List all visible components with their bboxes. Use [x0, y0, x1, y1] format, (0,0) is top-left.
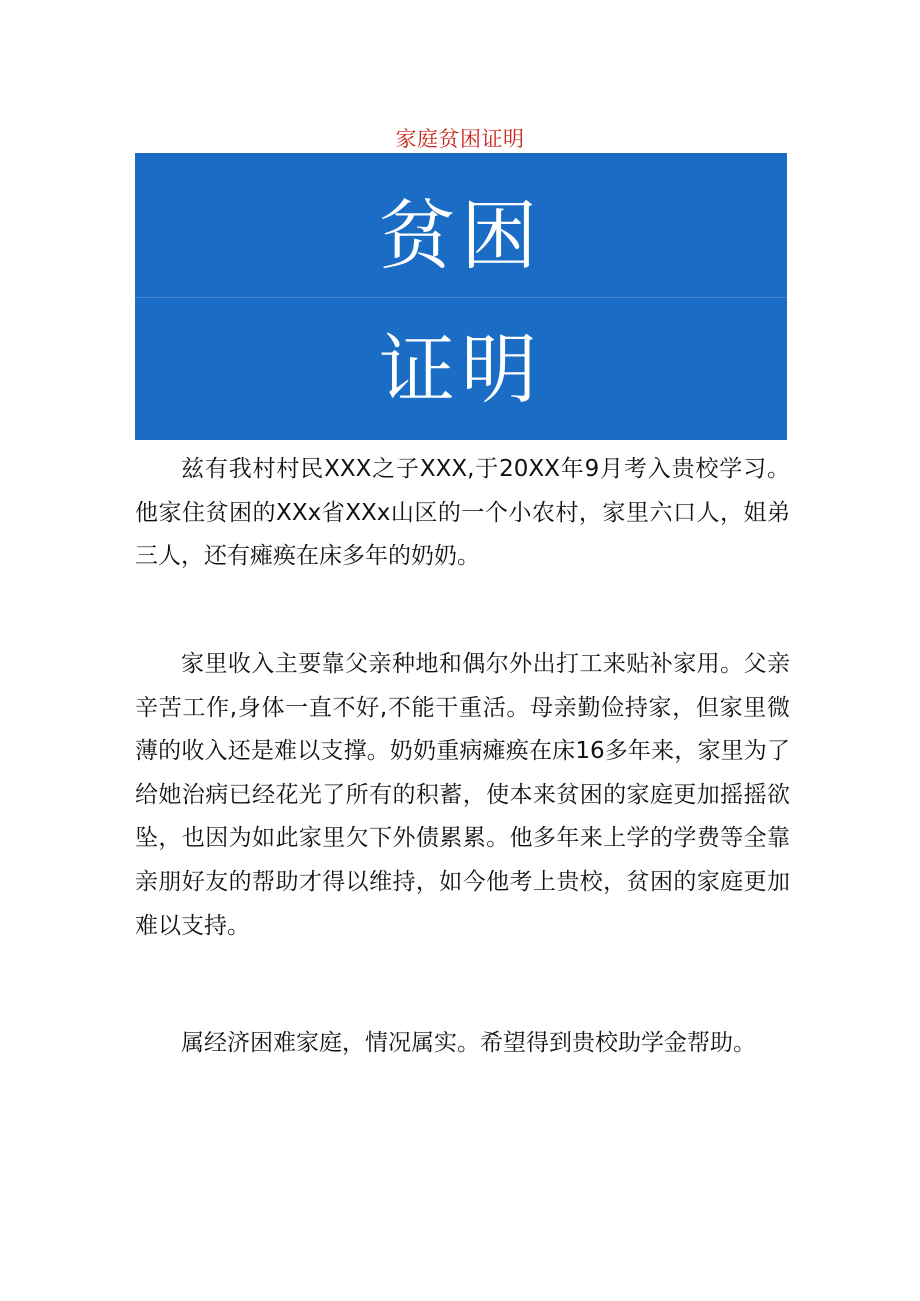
page-title: 家庭贫困证明 [395, 127, 525, 151]
paragraph-family-situation: 家里收入主要靠父亲种地和偶尔外出打工来贴补家用。父亲辛苦工作,身体一直不好,不能干重活。母亲勤俭持家，但家里微薄的收入还是难以支撑。奶奶重病瘫痪在床16多年来，家里为了给她治病已经花光了所有的积蓄，使本来贫困的家庭更加摇摇欲坠，也因为如此家里欠下外债累累。他多年来上学的学费等全靠亲朋好友的帮助才得以维持，如今他考上贵校，贫困的家庭更加难以支持。 [135, 651, 790, 939]
banner-bottom-panel [135, 298, 787, 440]
title-banner [135, 153, 787, 440]
paragraph-student-info: 兹有我村村民XXX之子XXX,于20XX年9月考入贵校学习。他家住贫困的XXx省XXx山区的一个小农村，家里六口人，姐弟三人，还有瘫痪在床多年的奶奶。 [135, 456, 790, 570]
paragraph-conclusion: 属经济困难家庭，情况属实。希望得到贵校助学金帮助。 [181, 1030, 756, 1056]
banner-line-2: 证明 [379, 324, 543, 414]
banner-line-1: 贫困 [379, 190, 543, 280]
banner-top-panel [135, 153, 787, 297]
